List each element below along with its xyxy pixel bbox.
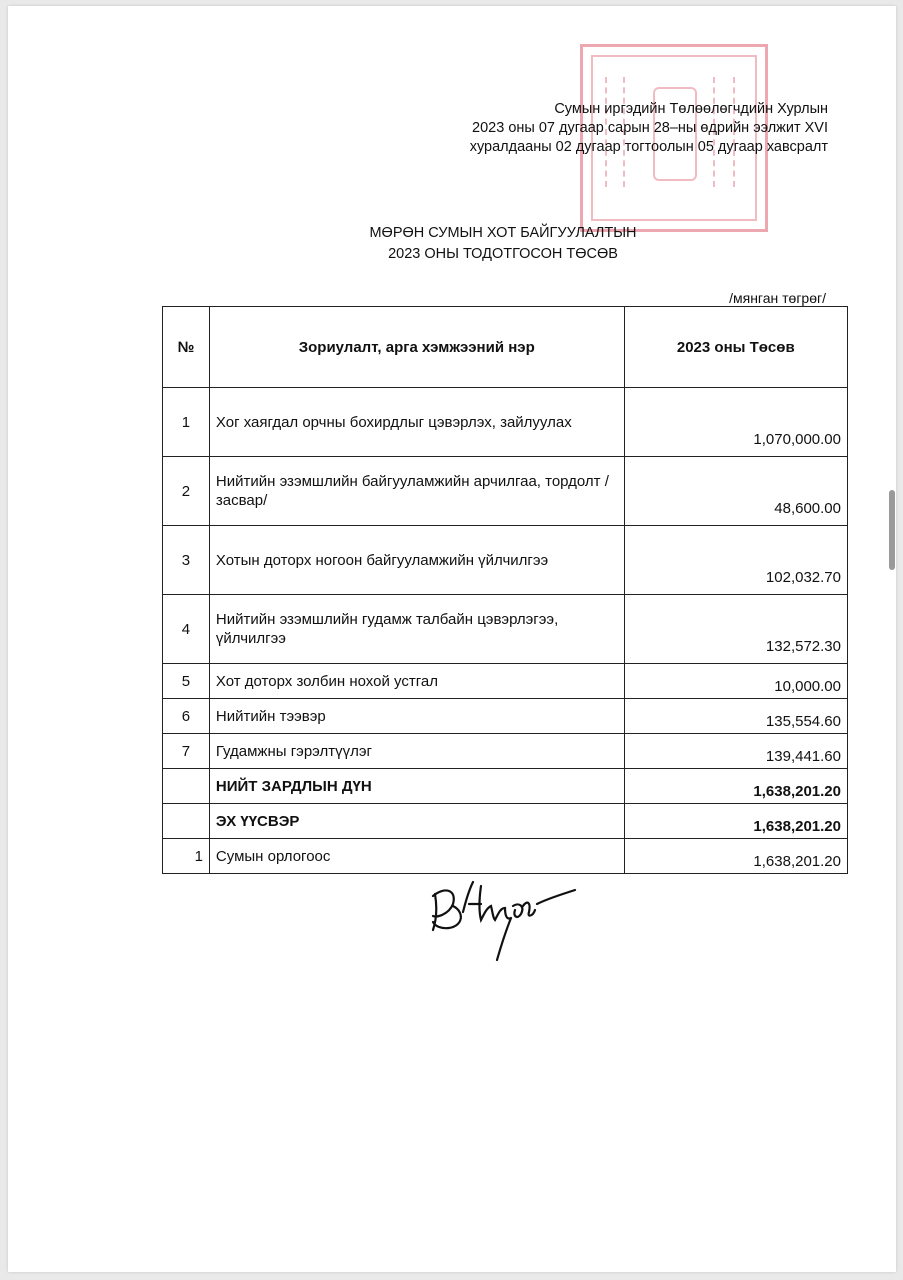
source-row [163, 804, 848, 839]
row-name: Хот доторх золбин нохой устгал [209, 664, 624, 699]
row-name: Хог хаягдал орчны бохирдлыг цэвэрлэх, зайлуулах [209, 388, 624, 457]
table-row [163, 734, 848, 769]
source-value: 1,638,201.20 [624, 804, 847, 839]
table-row [163, 457, 848, 526]
row-value: 1,638,201.20 [624, 839, 847, 874]
row-name: Нийтийн эзэмшлийн байгууламжийн арчилгаа, тордолт /засвар/ [209, 457, 624, 526]
row-no: 1 [163, 839, 210, 874]
table-header-row [163, 307, 848, 388]
row-value: 132,572.30 [624, 595, 847, 664]
row-no: 3 [163, 526, 210, 595]
scrollbar-thumb[interactable] [889, 490, 895, 570]
row-name: Гудамжны гэрэлтүүлэг [209, 734, 624, 769]
title-line-1: МӨРӨН СУМЫН ХОТ БАЙГУУЛАЛТЫН [369, 225, 637, 241]
table-row [163, 699, 848, 734]
row-no: 6 [163, 699, 210, 734]
row-name: Нийтийн эзэмшлийн гудамж талбайн цэвэрлэгээ, үйлчилгээ [209, 595, 624, 664]
row-no: 1 [163, 388, 210, 457]
document-header [470, 100, 828, 157]
table-row [163, 388, 848, 457]
signature [423, 856, 583, 966]
total-value: 1,638,201.20 [624, 769, 847, 804]
row-name: Хотын доторх ногоон байгууламжийн үйлчилгээ [209, 526, 624, 595]
table-row [163, 526, 848, 595]
row-value: 1,070,000.00 [624, 388, 847, 457]
row-name: Нийтийн тээвэр [209, 699, 624, 734]
document-title [308, 223, 698, 265]
row-no: 4 [163, 595, 210, 664]
header-line-1: Сумын иргэдийн Төлөөлөгчдийн Хурлын [554, 101, 828, 117]
total-row [163, 769, 848, 804]
unit-label: /мянган төгрөг/ [729, 290, 826, 306]
row-value: 10,000.00 [624, 664, 847, 699]
row-no: 7 [163, 734, 210, 769]
total-label: НИЙТ ЗАРДЛЫН ДҮН [209, 769, 624, 804]
title-line-2: 2023 ОНЫ ТОДОТГОСОН ТӨСӨВ [388, 246, 618, 262]
table-row [163, 664, 848, 699]
row-name: Сумын орлогоос [209, 839, 624, 874]
source-label: ЭХ ҮҮСВЭР [209, 804, 624, 839]
header-name: Зориулалт, арга хэмжээний нэр [209, 307, 624, 388]
row-value: 102,032.70 [624, 526, 847, 595]
row-value: 48,600.00 [624, 457, 847, 526]
document-page [8, 6, 896, 1272]
budget-table [162, 306, 848, 874]
header-no: № [163, 307, 210, 388]
row-no: 5 [163, 664, 210, 699]
header-line-3: хуралдааны 02 дугаар тогтоолын 05 дугаар хавсралт [469, 139, 828, 155]
row-no: 2 [163, 457, 210, 526]
header-line-2: 2023 оны 07 дугаар сарын 28–ны өдрийн ээлжит XVI [472, 120, 828, 136]
header-budget: 2023 оны Төсөв [624, 307, 847, 388]
table-row [163, 595, 848, 664]
row-value: 139,441.60 [624, 734, 847, 769]
row-value: 135,554.60 [624, 699, 847, 734]
